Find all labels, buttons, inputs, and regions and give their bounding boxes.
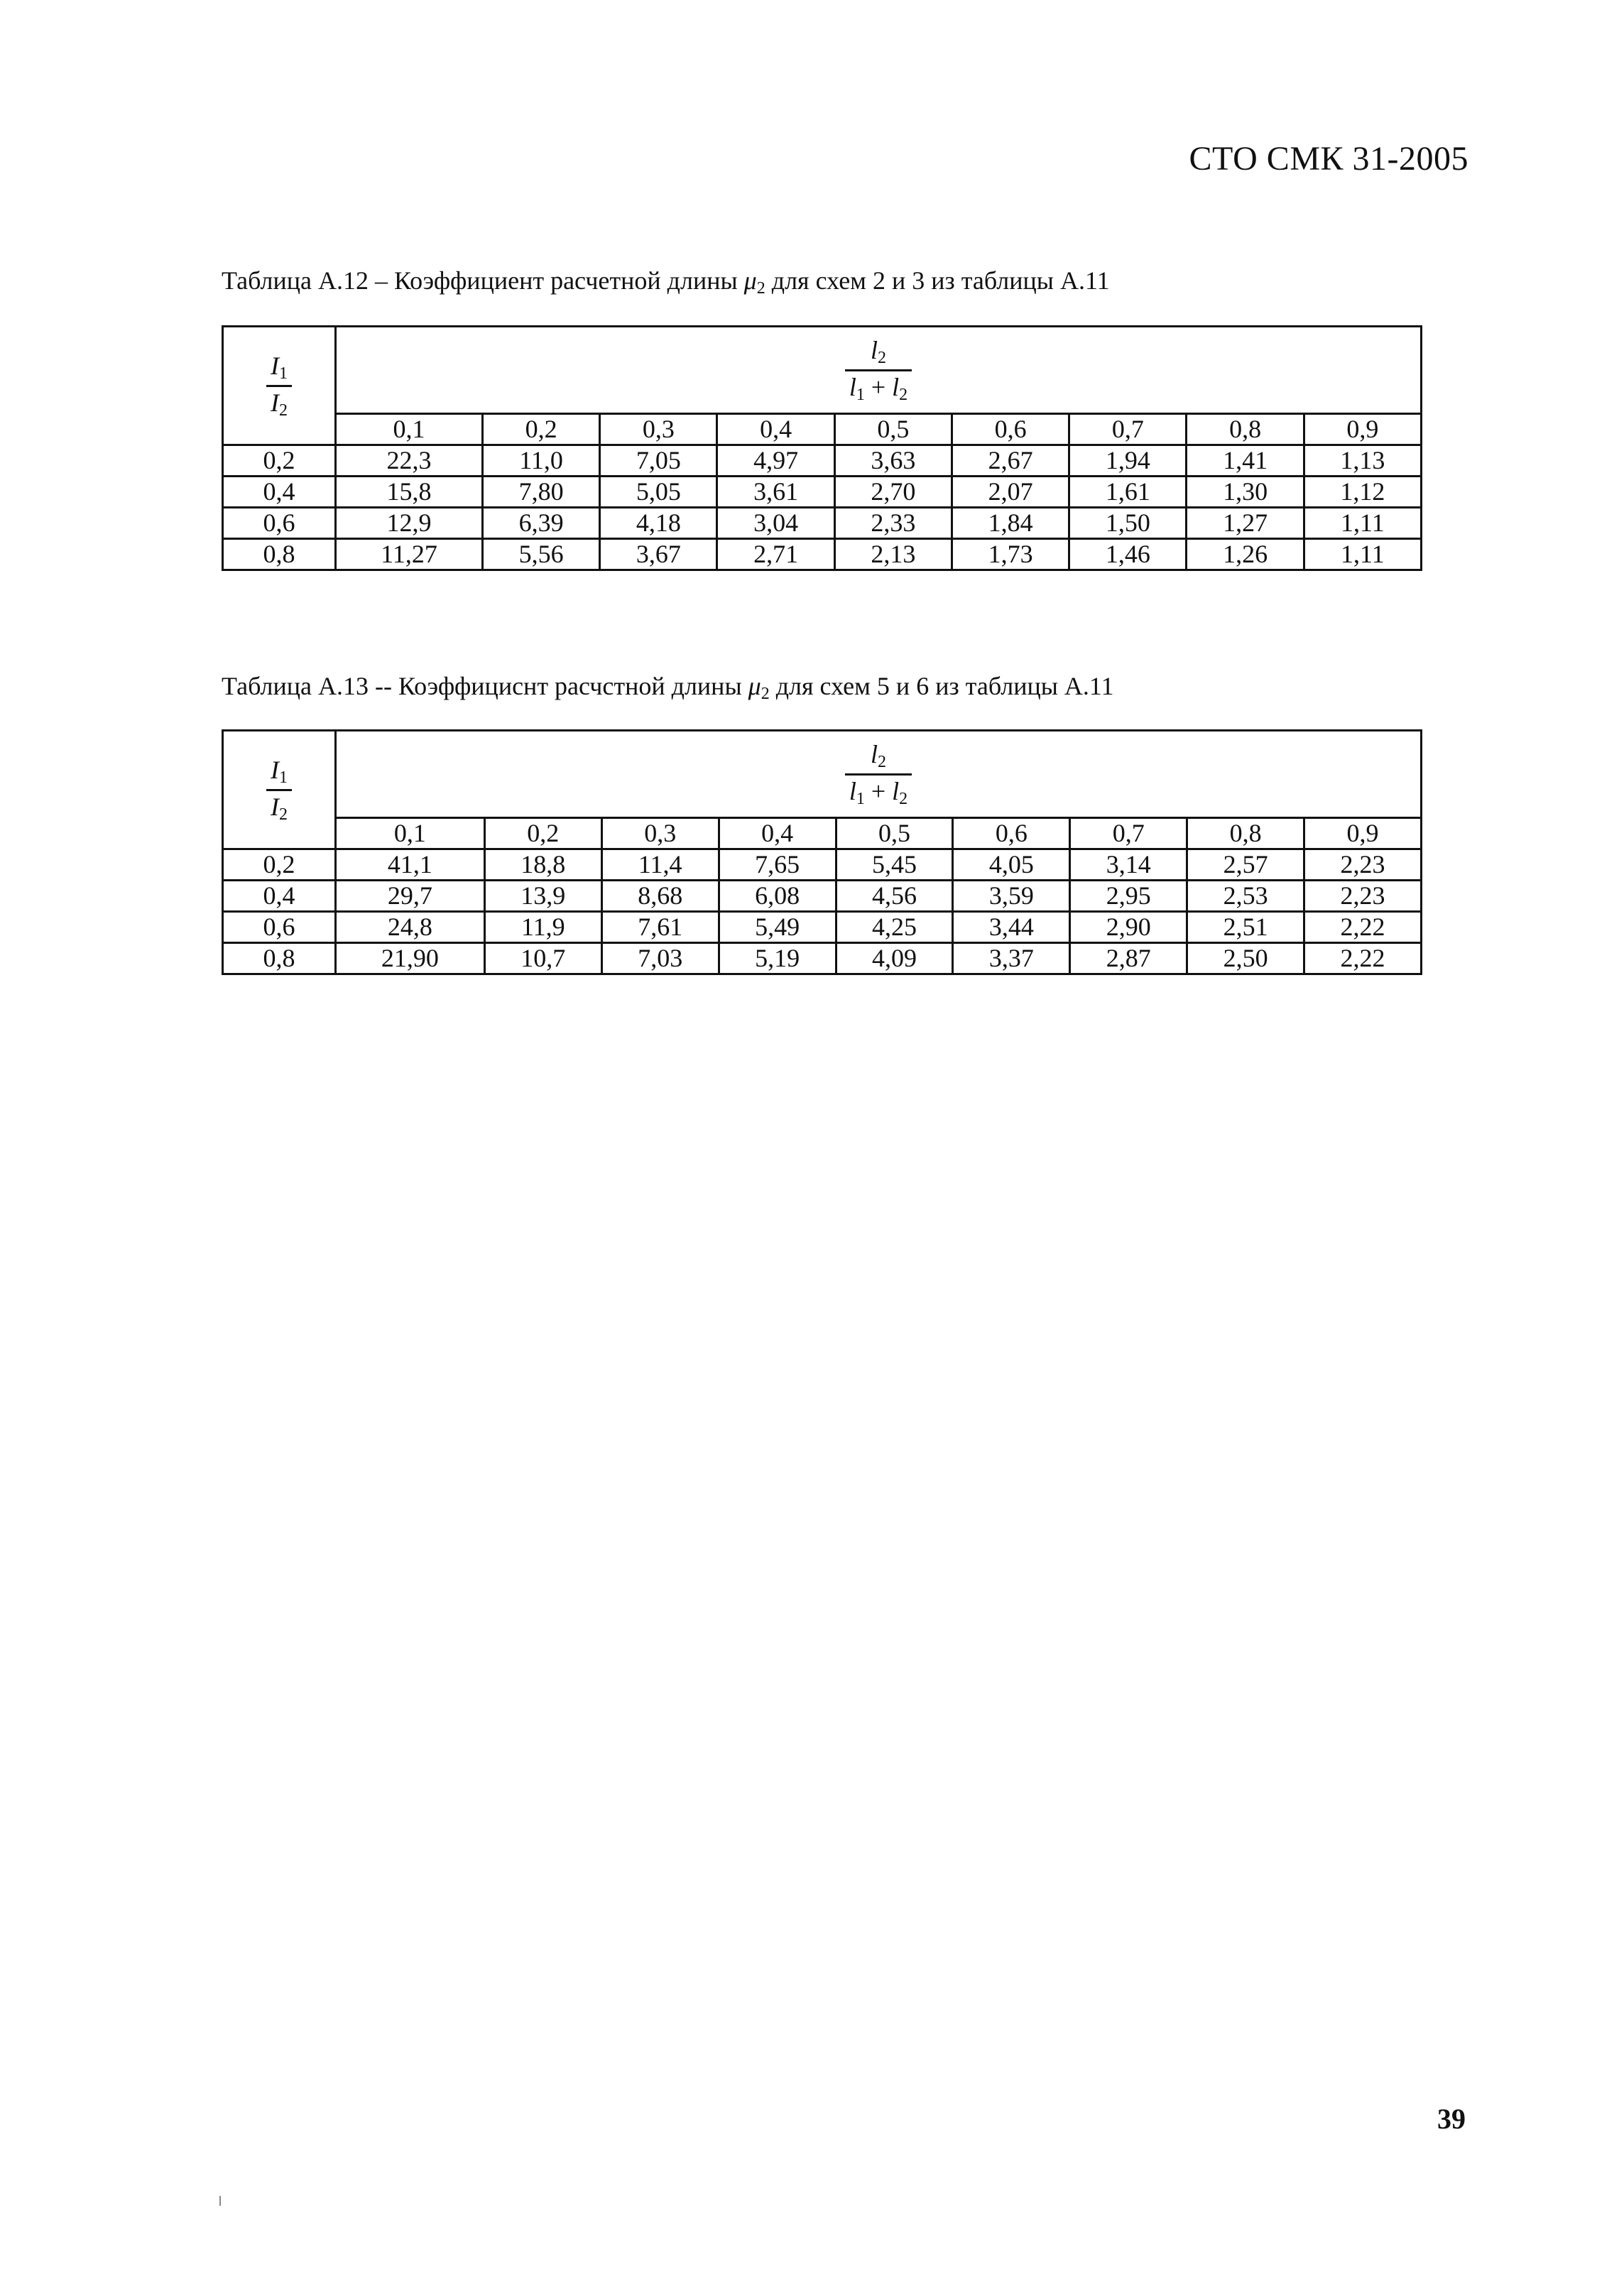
table-cell: 1,27 [1187,508,1304,539]
table-cell: 5,56 [482,539,599,570]
table-cell: 7,03 [601,943,719,974]
column-value: 0,2 [482,414,599,445]
table-cell: 6,39 [482,508,599,539]
column-value: 0,6 [952,414,1069,445]
table-cell: 3,44 [953,912,1070,943]
table-cell: 2,22 [1304,912,1422,943]
column-value: 0,6 [953,818,1070,849]
mu-subscript: 2 [761,685,770,703]
mu-symbol: μ [748,672,761,700]
table-row [223,943,1422,974]
row-label: 0,8 [223,539,336,570]
column-value: 0,1 [336,818,485,849]
column-value: 0,4 [717,414,834,445]
table-row [223,912,1422,943]
row-label: 0,2 [223,445,336,477]
table-cell: 2,22 [1304,943,1422,974]
table-cell: 13,9 [484,881,601,912]
ratio-l2-l1-plus-l2: $\frac{l_2}{l_1 + l_2}$ [845,337,912,403]
table-row [223,539,1422,570]
ratio-i1-i2: $\frac{I_1}{I_2}$ [266,353,292,419]
table-cell: 2,67 [952,445,1069,477]
table-cell: 3,37 [953,943,1070,974]
table-cell: 7,80 [482,477,599,508]
row-header-ratio [223,327,336,445]
table-cell: 1,11 [1304,539,1421,570]
column-header-ratio [336,327,1422,414]
page-number: 39 [1437,2103,1466,2135]
table-cell: 11,0 [482,445,599,477]
table-cell: 2,23 [1304,849,1422,881]
table-cell: 2,95 [1070,881,1187,912]
table-cell: 3,14 [1070,849,1187,881]
column-values-row [223,414,1422,445]
table-cell: 7,61 [601,912,719,943]
table-cell: 10,7 [484,943,601,974]
table-cell: 1,50 [1069,508,1187,539]
table-cell: 2,90 [1070,912,1187,943]
table-cell: 2,23 [1304,881,1422,912]
table-cell: 41,1 [336,849,485,881]
column-value: 0,4 [719,818,836,849]
table-cell: 11,27 [336,539,483,570]
table-cell: 3,63 [834,445,952,477]
column-value: 0,5 [836,818,953,849]
table-caption-a13 [222,671,1114,704]
table-cell: 2,33 [834,508,952,539]
scan-mark [219,2196,221,2206]
table-cell: 15,8 [336,477,483,508]
caption-text-tail: для схем 5 и 6 из таблицы А.11 [769,672,1114,700]
ratio-l2-l1-plus-l2: $\frac{l_2}{l_1 + l_2}$ [845,741,912,807]
column-value: 0,5 [834,414,952,445]
column-value: 0,2 [484,818,601,849]
table-cell: 1,84 [952,508,1069,539]
column-value: 0,3 [601,818,719,849]
table-cell: 4,09 [836,943,953,974]
table-cell: 22,3 [336,445,483,477]
coefficient-table-a12 [222,325,1422,571]
table-row [223,881,1422,912]
table-cell: 5,19 [719,943,836,974]
mu-subscript: 2 [756,279,765,298]
table-cell: 5,45 [836,849,953,881]
caption-text-tail: для схем 2 и 3 из таблицы А.11 [765,266,1110,295]
table-cell: 1,12 [1304,477,1421,508]
column-value: 0,3 [600,414,717,445]
table-row [223,508,1422,539]
table-cell: 2,07 [952,477,1069,508]
table-cell: 4,05 [953,849,1070,881]
column-value: 0,7 [1069,414,1187,445]
table-cell: 3,04 [717,508,834,539]
row-header-ratio [223,731,336,849]
table-cell: 1,13 [1304,445,1421,477]
column-value: 0,9 [1304,414,1421,445]
column-header-ratio [336,731,1422,818]
table-cell: 18,8 [484,849,601,881]
table-row [223,477,1422,508]
table-cell: 1,30 [1187,477,1304,508]
table-cell: 8,68 [601,881,719,912]
table-cell: 4,25 [836,912,953,943]
table-cell: 4,97 [717,445,834,477]
table-cell: 2,13 [834,539,952,570]
document-code: СТО СМК 31-2005 [1189,140,1468,178]
table-cell: 4,56 [836,881,953,912]
table-row [223,849,1422,881]
table-cell: 1,73 [952,539,1069,570]
column-values-row [223,818,1422,849]
table-cell: 1,11 [1304,508,1421,539]
table-caption-a12 [222,266,1110,298]
table-cell: 1,94 [1069,445,1187,477]
table-cell: 7,65 [719,849,836,881]
table-cell: 12,9 [336,508,483,539]
table-cell: 2,53 [1187,881,1304,912]
column-value: 0,7 [1070,818,1187,849]
table-cell: 11,4 [601,849,719,881]
table-cell: 5,05 [600,477,717,508]
table-cell: 24,8 [336,912,485,943]
table-cell: 3,67 [600,539,717,570]
table-cell: 3,61 [717,477,834,508]
table-cell: 2,57 [1187,849,1304,881]
caption-text: Таблица А.12 – Коэффициент расчетной длины [222,266,744,295]
row-label: 0,6 [223,912,336,943]
table-cell: 1,41 [1187,445,1304,477]
column-value: 0,1 [336,414,483,445]
caption-text: Таблица А.13 -- Коэффициснт расчстной длины [222,672,748,700]
table-cell: 2,71 [717,539,834,570]
table-cell: 21,90 [336,943,485,974]
mu-symbol: μ [743,266,757,295]
table-cell: 5,49 [719,912,836,943]
table-cell: 6,08 [719,881,836,912]
table-cell: 3,59 [953,881,1070,912]
column-value: 0,9 [1304,818,1422,849]
column-value: 0,8 [1187,818,1304,849]
table-cell: 1,46 [1069,539,1187,570]
row-label: 0,4 [223,477,336,508]
ratio-i1-i2: $\frac{I_1}{I_2}$ [266,757,292,823]
table-cell: 1,61 [1069,477,1187,508]
table-cell: 2,50 [1187,943,1304,974]
table-row [223,445,1422,477]
table-cell: 2,70 [834,477,952,508]
table-cell: 7,05 [600,445,717,477]
table-cell: 2,87 [1070,943,1187,974]
table-cell: 1,26 [1187,539,1304,570]
table-cell: 4,18 [600,508,717,539]
row-label: 0,6 [223,508,336,539]
coefficient-table-a13 [222,729,1422,975]
column-value: 0,8 [1187,414,1304,445]
table-cell: 29,7 [336,881,485,912]
table-cell: 2,51 [1187,912,1304,943]
row-label: 0,8 [223,943,336,974]
row-label: 0,2 [223,849,336,881]
row-label: 0,4 [223,881,336,912]
table-cell: 11,9 [484,912,601,943]
